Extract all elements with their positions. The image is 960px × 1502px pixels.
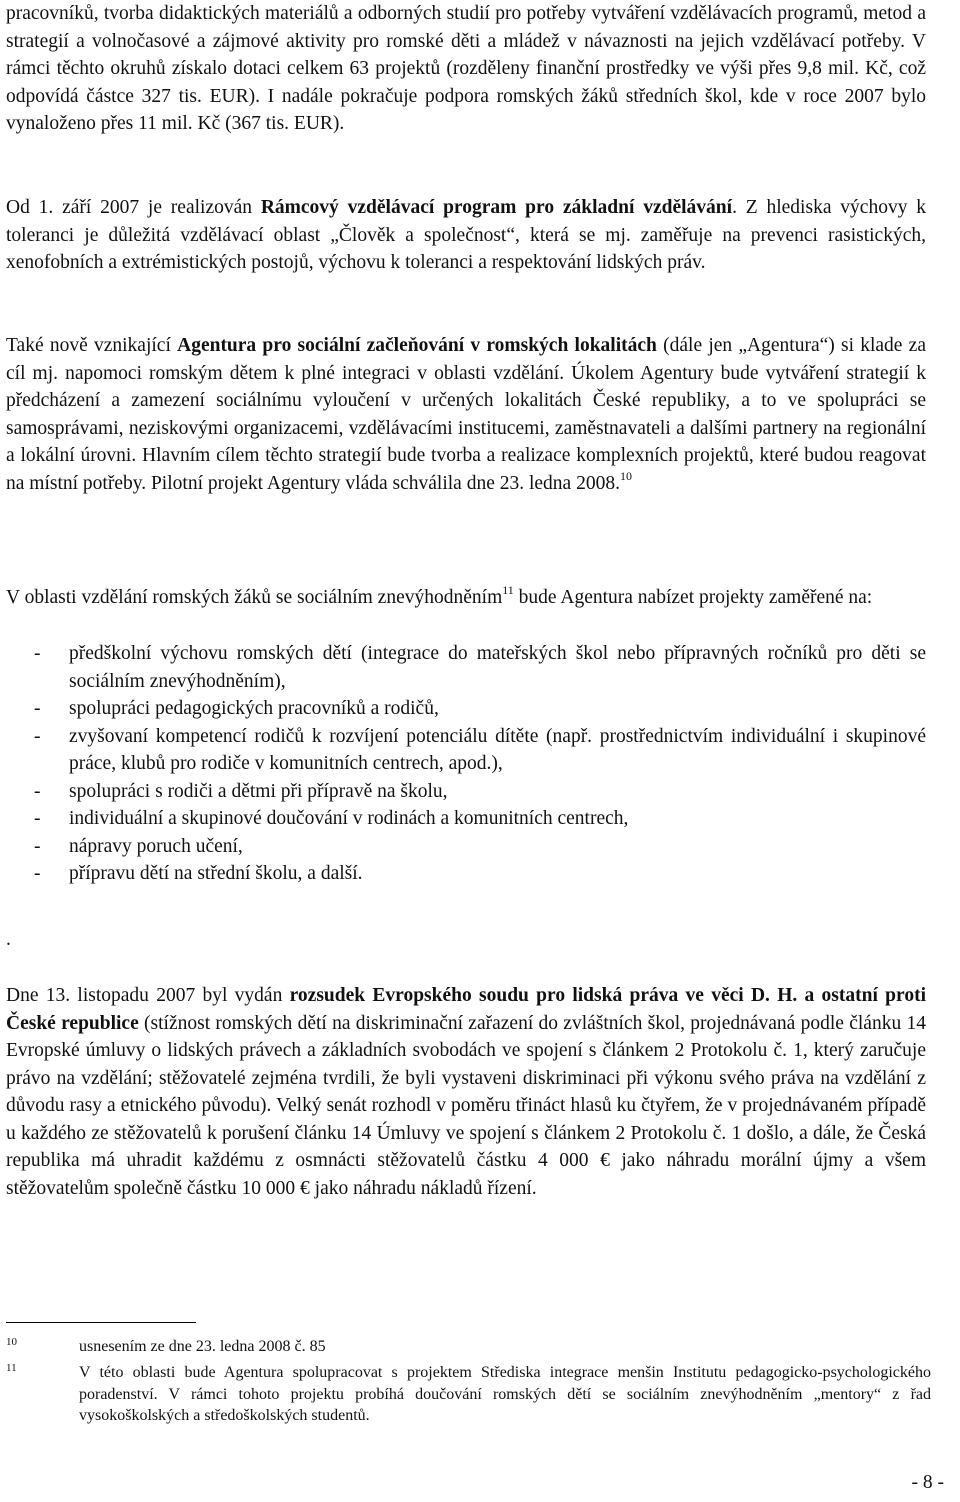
footnote-10 bbox=[6, 1336, 926, 1358]
list-dash: - bbox=[34, 698, 41, 719]
footnote-text: V této oblasti bude Agentura spolupracovat s projektem Střediska integrace menšin Institutu pedagogicko-psychologického poradenství. V rámci tohoto projektu probíhá doučování romských dětí se sociálním znevýhodněním „mentory“ z řad vysokoškolských a středoškolských studentů. bbox=[79, 1364, 931, 1424]
agency-name: Agentura pro sociální začleňování v romských lokalitách bbox=[177, 335, 657, 356]
agency-intro: Také nově vznikající bbox=[6, 335, 178, 356]
paragraph-framework-program bbox=[6, 194, 926, 277]
projects-rest: bude Agentura nabízet projekty zaměřené na: bbox=[513, 587, 873, 608]
page-number: - 8 - bbox=[911, 1472, 944, 1493]
project-list bbox=[6, 640, 926, 888]
list-item: - spolupráci pedagogických pracovníků a rodičů, bbox=[6, 695, 926, 723]
framework-program-title: Rámcový vzdělávací program pro základní vzdělávání bbox=[260, 197, 733, 218]
list-item: - spolupráci s rodiči a dětmi při přípravě na školu, bbox=[6, 778, 926, 806]
judgment-rest: (stížnost romských dětí na diskriminační zařazení do zvláštních škol, projednávaná podle článku 14 Evropské úmluvy o lidských právech a základních svobodách ve spojení s článkem 2 Protokolu č. 1, který zaručuje právo na vzdělání; stěžovatelé zejména tvrdili, že byli vystaveni diskriminaci při výkonu svého práva na vzdělání z důvodu rasy a etnického původu). Velký senát rozhodl v poměru třináct hlasů ku čtyřem, že v projednávaném případě u každého ze stěžovatelů k porušení článku 14 Úmluvy ve spojení s článkem 2 Protokolu č. 1 došlo, a dále, že Česká republika má uhradit každému z osmnácti stěžovatelů částku 4 000 € jako náhradu morální újmy a všem stěžovatelům společně částku 10 000 € jako náhradu nákladů řízení. bbox=[6, 1012, 926, 1199]
footnote-ref-11[interactable]: 11 bbox=[502, 583, 514, 597]
judgment-intro: Dne 13. listopadu 2007 byl vydán bbox=[6, 985, 290, 1006]
paragraph-agency bbox=[6, 332, 926, 497]
paragraph-agency-projects bbox=[6, 584, 926, 612]
footnote-11 bbox=[6, 1362, 931, 1428]
list-item: - zvyšovaní kompetencí rodičů k rozvíjení potenciálu dítěte (např. prostřednictvím individuální i skupinové práce, klubů pro rodiče v komunitních centrech, apod.), bbox=[6, 723, 926, 778]
framework-intro: Od 1. září 2007 je realizován bbox=[6, 197, 261, 218]
list-item: - individuální a skupinové doučování v rodinách a komunitních centrech, bbox=[6, 805, 926, 833]
list-dash: - bbox=[34, 835, 41, 857]
list-dash: - bbox=[34, 808, 41, 829]
list-dash: - bbox=[34, 643, 41, 664]
footnote-number: 11 bbox=[6, 1362, 17, 1374]
stray-dot: . bbox=[6, 929, 11, 950]
footnote-text: usnesením ze dne 23. ledna 2008 č. 85 bbox=[79, 1338, 326, 1355]
list-dash: - bbox=[34, 863, 41, 884]
footnote-number: 10 bbox=[6, 1336, 17, 1348]
framework-rest: . Z hlediska výchovy k toleranci je důležitá vzdělávací oblast „Člověk a společnost“, která se mj. zaměřuje na prevenci rasistických, xenofobních a extrémistických postojů, výchovu k toleranci a respektování lidských práv. bbox=[6, 197, 926, 273]
agency-rest: (dále jen „Agentura“) si klade za cíl mj. napomoci romským dětem k plné integraci v oblasti vzdělání. Úkolem Agentury bude vytváření strategií k předcházení a zamezení sociálnímu vyloučení v určených lokalitách České republiky, a to ve spolupráci se samosprávami, neziskovými organizacemi, vzdělávacími institucemi, zaměstnavateli a dalšími partnery na regionální a lokální úrovni. Hlavním cílem těchto strategií bude tvorba a realizace komplexních projektů, které budou reagovat na místní potřeby. Pilotní projekt Agentury vláda schválila dne 23. ledna 2008. bbox=[6, 335, 926, 494]
list-dash: - bbox=[34, 780, 41, 802]
footnote-separator bbox=[6, 1322, 196, 1323]
list-item: - nápravy poruch učení, bbox=[6, 833, 926, 861]
judgment-title: rozsudek Evropského soudu pro lidská práva ve věci D. H. a ostatní proti České republice bbox=[6, 985, 926, 1034]
paragraph-education-programs: pracovníků, tvorba didaktických materiálů a odborných studií pro potřeby vytváření vzdělávacích programů, metod a strategií a volnočasové a zájmové aktivity pro romské děti a mládež v návaznosti na jejich vzdělávací potřeby. V rámci těchto okruhů získalo dotaci celkem 63 projektů (rozděleny finanční prostředky ve výši přes 9,8 mil. Kč, což odpovídá částce 327 tis. EUR). I nadále pokračuje podpora romských žáků středních škol, kde v roce 2007 bylo vynaloženo přes 11 mil. Kč (367 tis. EUR). bbox=[6, 3, 926, 134]
list-dash: - bbox=[34, 725, 41, 747]
footnote-ref-10[interactable]: 10 bbox=[619, 468, 632, 483]
paragraph-court-judgment bbox=[6, 982, 926, 1202]
list-item: - předškolní výchovu romských dětí (integrace do mateřských škol nebo přípravných ročníků pro děti se sociálním znevýhodněním), bbox=[6, 640, 926, 695]
list-item: - přípravu dětí na střední školu, a další. bbox=[6, 860, 926, 888]
projects-intro: V oblasti vzdělání romských žáků se sociálním znevýhodněním bbox=[6, 587, 503, 608]
